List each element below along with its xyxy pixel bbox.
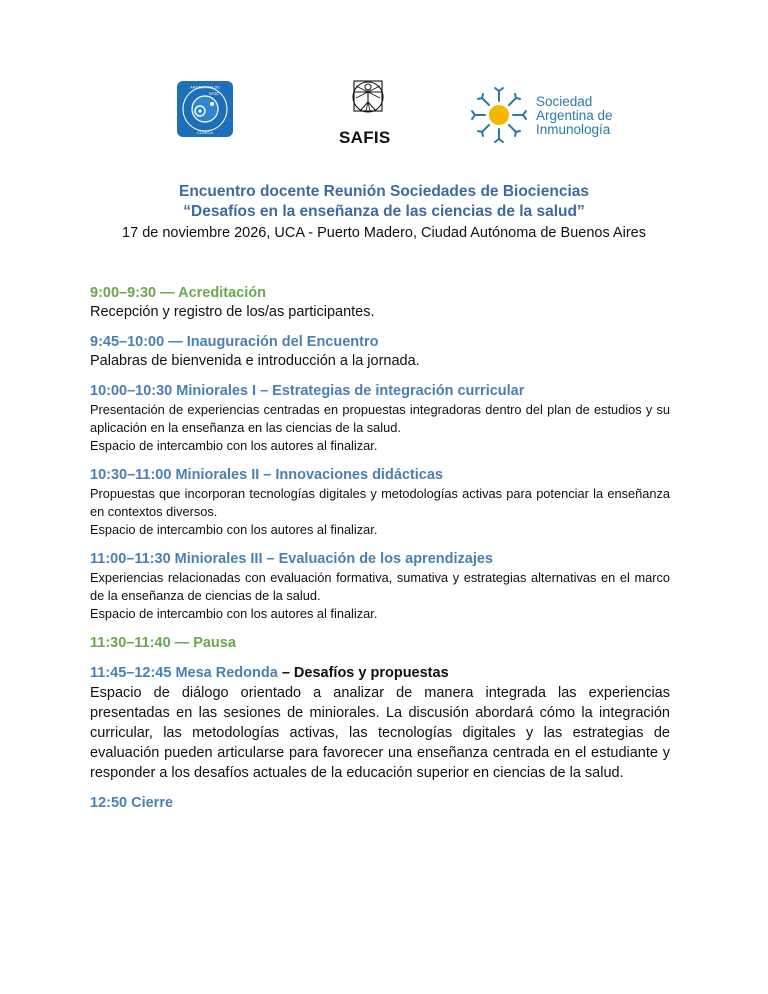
program-item-title: 12:50 Cierre: [90, 795, 174, 811]
program-item-note: Espacio de intercambio con los autores al finalizar.: [90, 606, 378, 621]
safis-wordmark: SAFIS: [339, 128, 391, 147]
svg-text:ARGENTINA DE: ARGENTINA DE: [190, 84, 220, 90]
safis-logo: [338, 80, 398, 148]
program-item: [90, 794, 670, 813]
saic-logo: [176, 80, 234, 138]
program-item-desc: Presentación de experiencias centradas en propuestas integradoras dentro del plan de estudios y su aplicación en la enseñanza en las ciencias de la salud.: [90, 402, 670, 435]
program-item-title-sep: –: [277, 665, 294, 681]
program-item-desc: Experiencias relacionadas con evaluación formativa, sumativa y estrategias alternativas en el marco de la enseñanza de ciencias de la salud.: [90, 570, 670, 603]
program-item: [90, 333, 670, 371]
svg-text:SAIC: SAIC: [208, 91, 220, 96]
sai-line-3: Inmunología: [536, 122, 611, 137]
sai-line-1: Sociedad: [536, 94, 593, 109]
program-item-title-main: 11:45–12:45 Mesa Redonda: [90, 665, 278, 681]
program-item-title: 9:00–9:30 — Acreditación: [90, 285, 266, 301]
program-list: [90, 284, 670, 824]
program-item-title-rest: Desafíos y propuestas: [293, 665, 449, 681]
program-item-title: 10:00–10:30 Miniorales I – Estrategias de integración curricular: [90, 383, 525, 399]
program-item-title: 10:30–11:00 Miniorales II – Innovaciones didácticas: [90, 467, 443, 483]
program-item-note: Espacio de intercambio con los autores al finalizar.: [90, 522, 378, 537]
document-header: [0, 182, 768, 243]
program-item-desc: Espacio de diálogo orientado a analizar de manera integrada las experiencias presentadas en las sesiones de miniorales. La discusión abordará cómo la integración curricular, las metodologías activas, las tecnologías digitales y las estrategias de evaluación pueden articularse para favorecer una enseñanza centrada en el estudiante y responder a los desafíos actuales de la educación superior en ciencias de la salud.: [90, 685, 670, 781]
program-item: [90, 466, 670, 539]
program-item: [90, 382, 670, 455]
program-item-title: 9:45–10:00 — Inauguración del Encuentro: [90, 334, 379, 350]
date-place: 17 de noviembre 2026, UCA - Puerto Madero, Ciudad Autónoma de Buenos Aires: [122, 225, 646, 241]
sai-logo-text: [536, 95, 613, 137]
program-item: [90, 550, 670, 623]
program-item: [90, 634, 670, 653]
program-item-title: 11:30–11:40 — Pausa: [90, 635, 236, 651]
sai-logo: [470, 86, 630, 144]
program-item-desc: Recepción y registro de los/as participantes.: [90, 304, 375, 320]
program-item-desc: Palabras de bienvenida e introducción a la jornada.: [90, 353, 420, 369]
program-item-note: Espacio de intercambio con los autores al finalizar.: [90, 438, 378, 453]
svg-text:CLINICA: CLINICA: [197, 130, 213, 135]
sai-line-2: Argentina de: [536, 108, 613, 123]
logos-row: [0, 80, 768, 150]
document-title: Encuentro docente Reunión Sociedades de Biociencias: [179, 183, 589, 200]
program-item: [90, 284, 670, 322]
program-item-desc: Propuestas que incorporan tecnologías digitales y metodologías activas para potenciar la enseñanza en contextos diversos.: [90, 486, 670, 519]
program-item-title: 11:00–11:30 Miniorales III – Evaluación de los aprendizajes: [90, 551, 493, 567]
program-item-title: [90, 664, 670, 683]
document-subtitle: “Desafíos en la enseñanza de las ciencias de la salud”: [183, 203, 585, 220]
program-item: [90, 664, 670, 783]
